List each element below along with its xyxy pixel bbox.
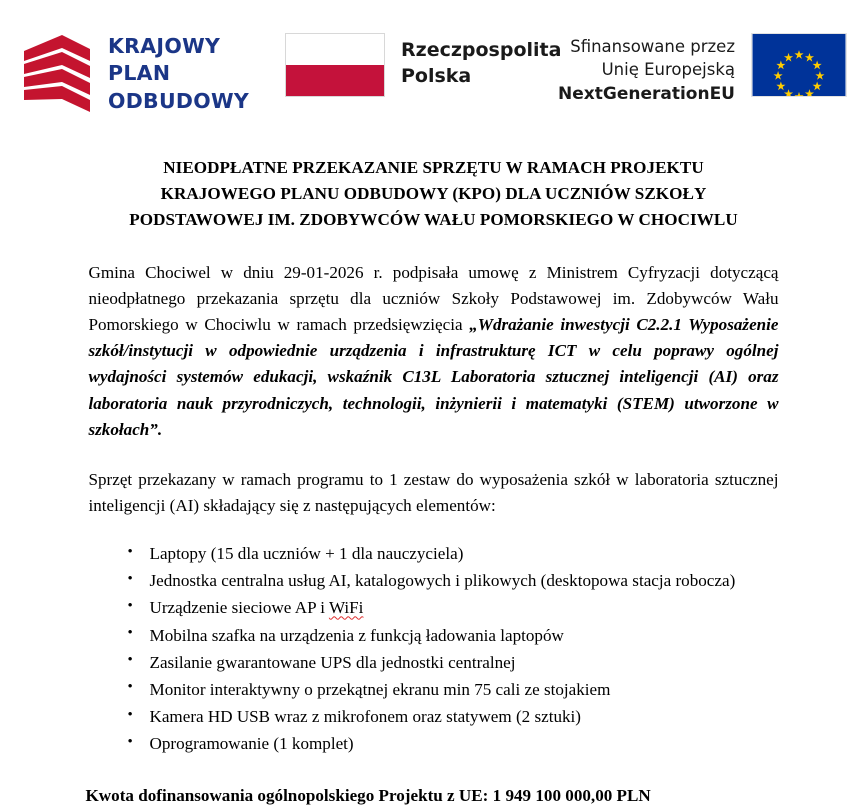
republic-wordmark-line-1: Rzeczpospolita <box>401 39 562 61</box>
page-title <box>84 155 784 233</box>
document-body <box>0 128 867 809</box>
funding-amount-line: Kwota dofinansowania ogólnopolskiego Projektu z UE: 1 949 100 000,00 PLN <box>85 786 651 806</box>
kpo-wordmark-line-3: ODBUDOWY <box>108 88 250 113</box>
equipment-item-text: Laptopy (15 dla uczniów + 1 dla nauczyciela) <box>149 544 464 564</box>
equipment-list-item <box>89 568 779 594</box>
equipment-item-text: Monitor interaktywny o przekątnej ekranu min 75 cali ze stojakiem <box>149 679 611 699</box>
intro-paragraph-lead: Gmina Chociwel w dniu 29-01-2026 r. podpisała umowę z Ministrem Cyfryzacji dotyczącą nieodpłatnego przekazania sprzętu dla uczniów Szkoły Podstawowej im. Zdobywców Wału Pomorskiego w Chociwlu w ramach przedsięwzięcia <box>88 262 779 335</box>
spellcheck-flagged-word: WiFi <box>328 598 364 618</box>
equipment-list-item <box>89 595 779 621</box>
eu-funding-lockup <box>558 33 847 106</box>
equipment-list-item <box>89 541 779 567</box>
equipment-item-text: Mobilna szafka na urządzenia z funkcją ładowania laptopów <box>149 625 564 645</box>
logo-header-strip <box>0 0 867 128</box>
eu-funding-wordmark <box>558 33 735 106</box>
equipment-list <box>89 541 779 757</box>
page-title-line-3: PODSTAWOWEJ IM. ZDOBYWCÓW WAŁU POMORSKIEGO W CHOCIWLU <box>129 209 738 229</box>
intro-paragraph <box>89 260 779 443</box>
eu-funding-line-3: NextGenerationEU <box>558 83 735 104</box>
eu-funding-line-2: Unię Europejską <box>601 60 735 80</box>
polish-flag-red-band <box>286 65 384 96</box>
equipment-item-text: Kamera HD USB wraz z mikrofonem oraz statywem (2 sztuki) <box>149 707 581 727</box>
equipment-item-text: Urządzenie sieciowe AP i <box>149 598 329 618</box>
equipment-list-item <box>89 731 779 757</box>
polish-flag-icon <box>285 33 385 97</box>
equipment-list-item <box>89 677 779 703</box>
equipment-intro-paragraph: Sprzęt przekazany w ramach programu to 1 zestaw do wyposażenia szkół w laboratoria sztucznej inteligencji (AI) składający się z następujących elementów: <box>88 469 779 516</box>
republic-of-poland-lockup <box>285 33 561 97</box>
european-union-flag-icon <box>751 33 847 97</box>
eu-funding-line-1: Sfinansowane przez <box>570 37 735 56</box>
page-title-line-2: KRAJOWEGO PLANU ODBUDOWY (KPO) DLA UCZNIÓW SZKOŁY <box>160 183 707 203</box>
kpo-wordmark-line-2: PLAN <box>108 61 171 86</box>
equipment-item-text: Jednostka centralna usług AI, katalogowych i plikowych (desktopowa stacja robocza) <box>149 571 736 591</box>
equipment-list-item <box>89 650 779 676</box>
equipment-list-item <box>89 623 779 649</box>
equipment-list-item <box>89 704 779 730</box>
kpo-logo-lockup <box>18 28 249 120</box>
polish-flag-white-band <box>286 34 384 65</box>
investment-name-quote: „Wdrażanie inwestycji C2.2.1 Wyposażenie szkół/instytucji w odpowiednie urządzenia i infrastrukturę ICT w celu poprawy ogólnej wydajności systemów edukacji, wskaźnik C13L Laboratoria sztucznej inteligencji (AI) oraz laboratoria nauk przyrodniczych, technologii, inżynierii i matematyki (STEM) utworzone w szkołach”. <box>88 315 779 439</box>
equipment-item-text: Zasilanie gwarantowane UPS dla jednostki centralnej <box>149 652 516 672</box>
kpo-building-mark-icon <box>18 28 96 120</box>
republic-wordmark-line-2: Polska <box>401 64 472 87</box>
republic-of-poland-wordmark <box>401 33 561 89</box>
equipment-item-text: Oprogramowanie (1 komplet) <box>149 734 354 754</box>
page-title-line-1: NIEODPŁATNE PRZEKAZANIE SPRZĘTU W RAMACH PROJEKTU <box>163 158 704 177</box>
kpo-logo-wordmark <box>108 33 249 115</box>
kpo-wordmark-line-1: KRAJOWY <box>108 34 221 59</box>
